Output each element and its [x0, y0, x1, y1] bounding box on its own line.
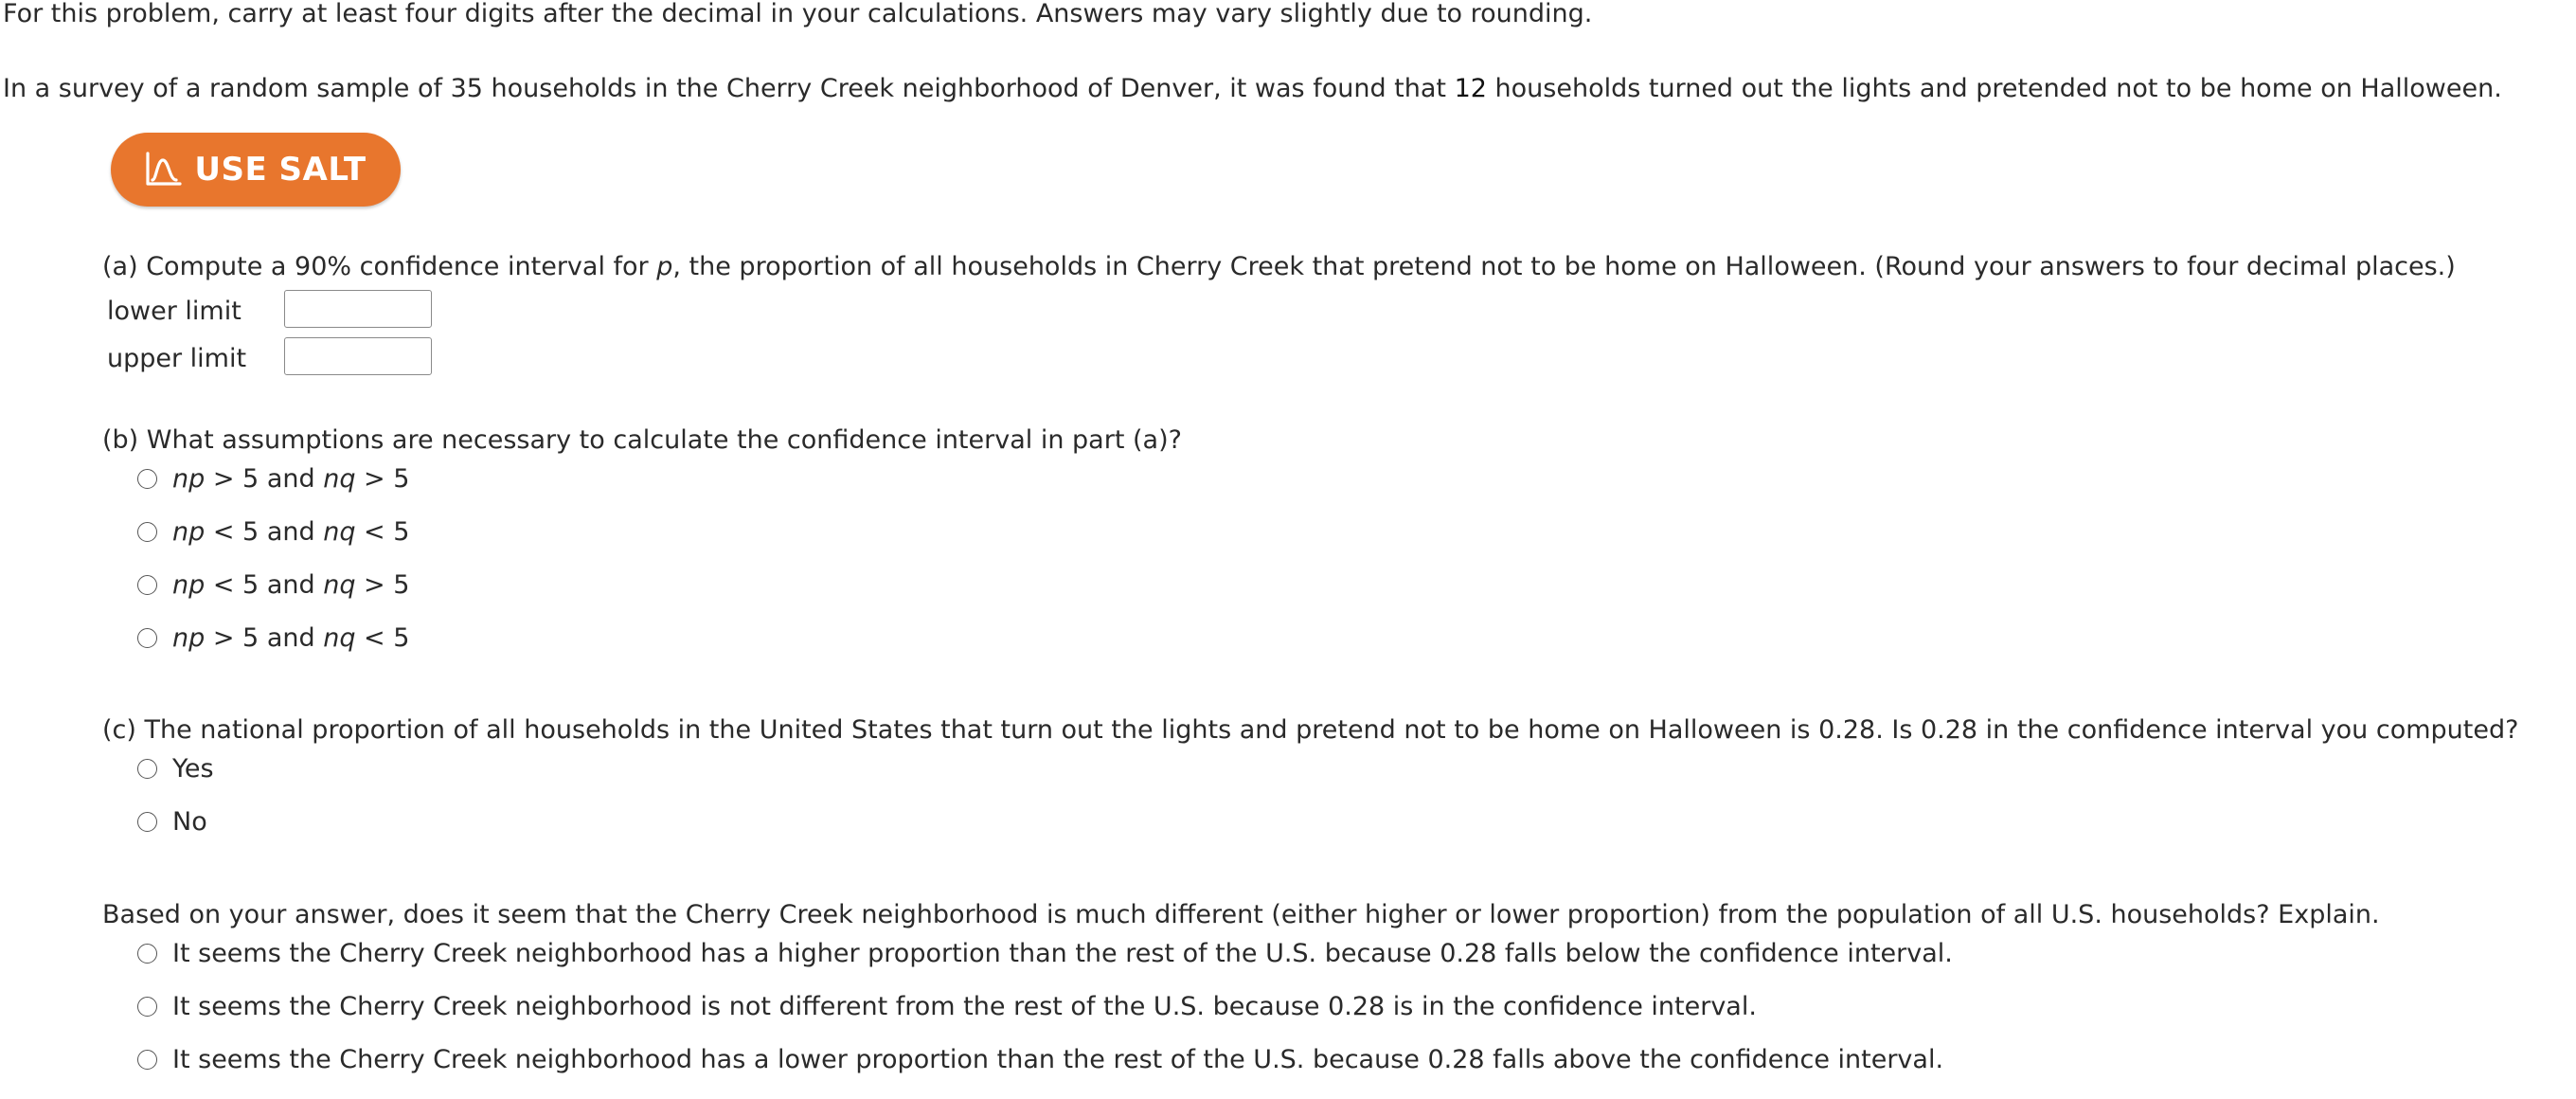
part-c-option-no[interactable] [137, 805, 207, 838]
lower-limit-input[interactable] [284, 290, 432, 328]
problem-highlight-number: 12 [1454, 74, 1487, 103]
part-a-prefix: (a) Compute a 90% confidence interval for [102, 252, 657, 281]
part-d-option-label: It seems the Cherry Creek neighborhood is not different from the rest of the U.S. because 0.28 is in the confidence interval. [172, 991, 1757, 1021]
part-b-option-3[interactable] [137, 568, 409, 601]
problem-text-part1: In a survey of a random sample of 35 households in the Cherry Creek neighborhood of Denver, it was found that [3, 74, 1455, 103]
part-d-option-2[interactable] [137, 990, 1757, 1022]
part-c-option-yes[interactable] [137, 752, 214, 784]
radio-button[interactable] [137, 469, 157, 489]
problem-statement [3, 75, 2502, 103]
salt-chart-icon [145, 152, 183, 188]
part-b-option-4[interactable] [137, 622, 409, 654]
part-c-question: (c) The national proportion of all households in the United States that turn out the lights and pretend not to be home on Halloween is 0.28. Is 0.28 in the confidence interval you computed? [102, 715, 2519, 745]
radio-button[interactable] [137, 812, 157, 832]
part-a-question [102, 253, 2456, 281]
part-c-option-label: Yes [172, 753, 214, 784]
part-b-option-1[interactable] [137, 462, 409, 495]
part-d-question: Based on your answer, does it seem that the Cherry Creek neighborhood is much different (either higher or lower proportion) from the population of all U.S. households? Explain. [102, 900, 2380, 929]
part-d-option-3[interactable] [137, 1043, 1943, 1075]
part-b-option-label: np < 5 and nq > 5 [172, 569, 410, 600]
part-b-option-2[interactable] [137, 515, 409, 548]
use-salt-label: USE SALT [194, 151, 367, 189]
radio-button[interactable] [137, 628, 157, 648]
upper-limit-label: upper limit [107, 344, 247, 373]
radio-button[interactable] [137, 575, 157, 595]
radio-button[interactable] [137, 522, 157, 542]
part-b-option-label: np > 5 and nq < 5 [172, 622, 410, 653]
part-a-suffix: , the proportion of all households in Cherry Creek that pretend not to be home on Halloween. (Round your answers to four decimal places.) [672, 252, 2456, 281]
radio-button[interactable] [137, 944, 157, 964]
lower-limit-label: lower limit [107, 297, 242, 326]
upper-limit-input[interactable] [284, 337, 432, 375]
problem-text-part2: households turned out the lights and pretended not to be home on Halloween. [1486, 74, 2502, 103]
instruction-text: For this problem, carry at least four digits after the decimal in your calculations. Answers may vary slightly due to rounding. [3, 0, 1593, 28]
radio-button[interactable] [137, 997, 157, 1017]
part-d-option-label: It seems the Cherry Creek neighborhood has a higher proportion than the rest of the U.S. because 0.28 falls below the confidence interval. [172, 938, 1953, 968]
part-b-question: (b) What assumptions are necessary to calculate the confidence interval in part (a)? [102, 425, 1182, 455]
use-salt-button[interactable] [111, 133, 401, 207]
part-d-option-1[interactable] [137, 937, 1953, 969]
part-d-option-label: It seems the Cherry Creek neighborhood has a lower proportion than the rest of the U.S. because 0.28 falls above the confidence interval. [172, 1044, 1944, 1074]
part-a-variable: p [656, 252, 673, 281]
radio-button[interactable] [137, 1050, 157, 1070]
part-c-option-label: No [172, 806, 207, 837]
part-b-option-label: np < 5 and nq < 5 [172, 516, 410, 547]
part-b-option-label: np > 5 and nq > 5 [172, 463, 410, 494]
radio-button[interactable] [137, 759, 157, 779]
